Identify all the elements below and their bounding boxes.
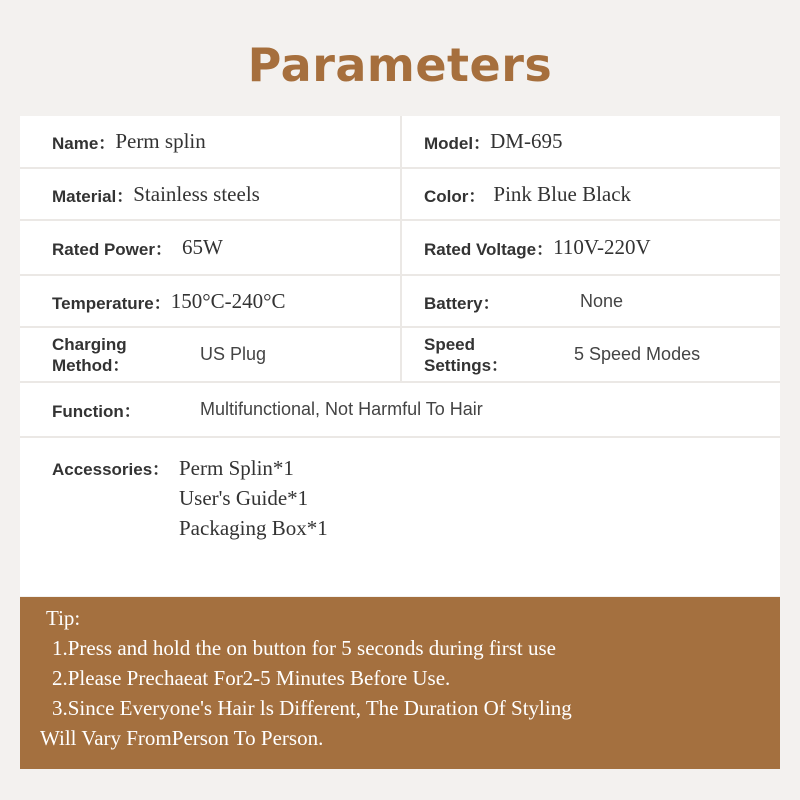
tip-line: 3.Since Everyone's Hair ls Different, The Duration Of Styling — [52, 696, 572, 720]
rated-power-value: 65W — [181, 235, 223, 259]
model-label: Model： — [424, 134, 491, 153]
accessories-list — [179, 453, 328, 543]
name-value: Perm splin — [115, 129, 206, 153]
table-row — [20, 383, 780, 438]
tip-box — [20, 597, 780, 769]
battery-cell — [400, 276, 780, 326]
function-label: Function： — [52, 402, 141, 421]
model-cell — [400, 116, 780, 167]
charging-method-label-line1: Charging — [52, 334, 127, 354]
speed-settings-value: 5 Speed Modes — [574, 344, 701, 364]
rated-voltage-value: 110V-220V — [553, 235, 651, 259]
list-item: Packaging Box*1 — [179, 516, 328, 540]
rated-voltage-cell — [400, 221, 780, 274]
table-row — [20, 328, 780, 383]
temperature-label: Temperature： — [52, 293, 171, 313]
list-item: Perm Splin*1 — [179, 456, 294, 480]
battery-value: None — [580, 290, 624, 311]
table-row — [20, 116, 780, 169]
name-label: Name： — [52, 134, 116, 153]
speed-settings-cell — [400, 328, 780, 381]
battery-label: Battery： — [424, 293, 500, 313]
color-value: Pink Blue Black — [493, 181, 632, 206]
table-row — [20, 276, 780, 328]
tip-heading: Tip: — [46, 606, 81, 630]
rated-power-label: Rated Power： — [52, 240, 172, 259]
color-label: Color： — [424, 186, 486, 206]
function-cell — [20, 383, 780, 436]
list-item: User's Guide*1 — [179, 486, 309, 510]
name-cell — [20, 116, 400, 167]
page-title: Parameters — [247, 38, 553, 92]
rated-voltage-label: Rated Voltage： — [424, 240, 554, 259]
temperature-cell — [20, 276, 400, 326]
parameters-table — [20, 116, 780, 596]
charging-method-value: US Plug — [200, 344, 267, 364]
rated-power-cell — [20, 221, 400, 274]
table-row — [20, 169, 780, 221]
material-cell — [20, 169, 400, 219]
speed-settings-label-line2: Settings： — [424, 355, 509, 375]
temperature-value: 150°C-240°C — [170, 288, 286, 313]
accessories-label: Accessories： — [52, 460, 170, 479]
model-value: DM-695 — [490, 129, 563, 153]
speed-settings-label-line1: Speed — [424, 334, 476, 354]
tip-line: Will Vary FromPerson To Person. — [40, 726, 324, 750]
function-value: Multifunctional, Not Harmful To Hair — [200, 399, 483, 419]
color-cell — [400, 169, 780, 219]
speed-settings-label — [424, 334, 574, 376]
charging-method-label-line2: Method： — [52, 355, 130, 375]
tip-line: 1.Press and hold the on button for 5 seconds during first use — [52, 636, 556, 660]
tip-line: 2.Please Prechaeat For2-5 Minutes Before Use. — [52, 666, 451, 690]
table-row — [20, 221, 780, 276]
material-label: Material： — [52, 186, 134, 206]
material-value: Stainless steels — [133, 181, 260, 206]
charging-method-label — [52, 334, 200, 376]
charging-method-cell — [20, 328, 400, 381]
